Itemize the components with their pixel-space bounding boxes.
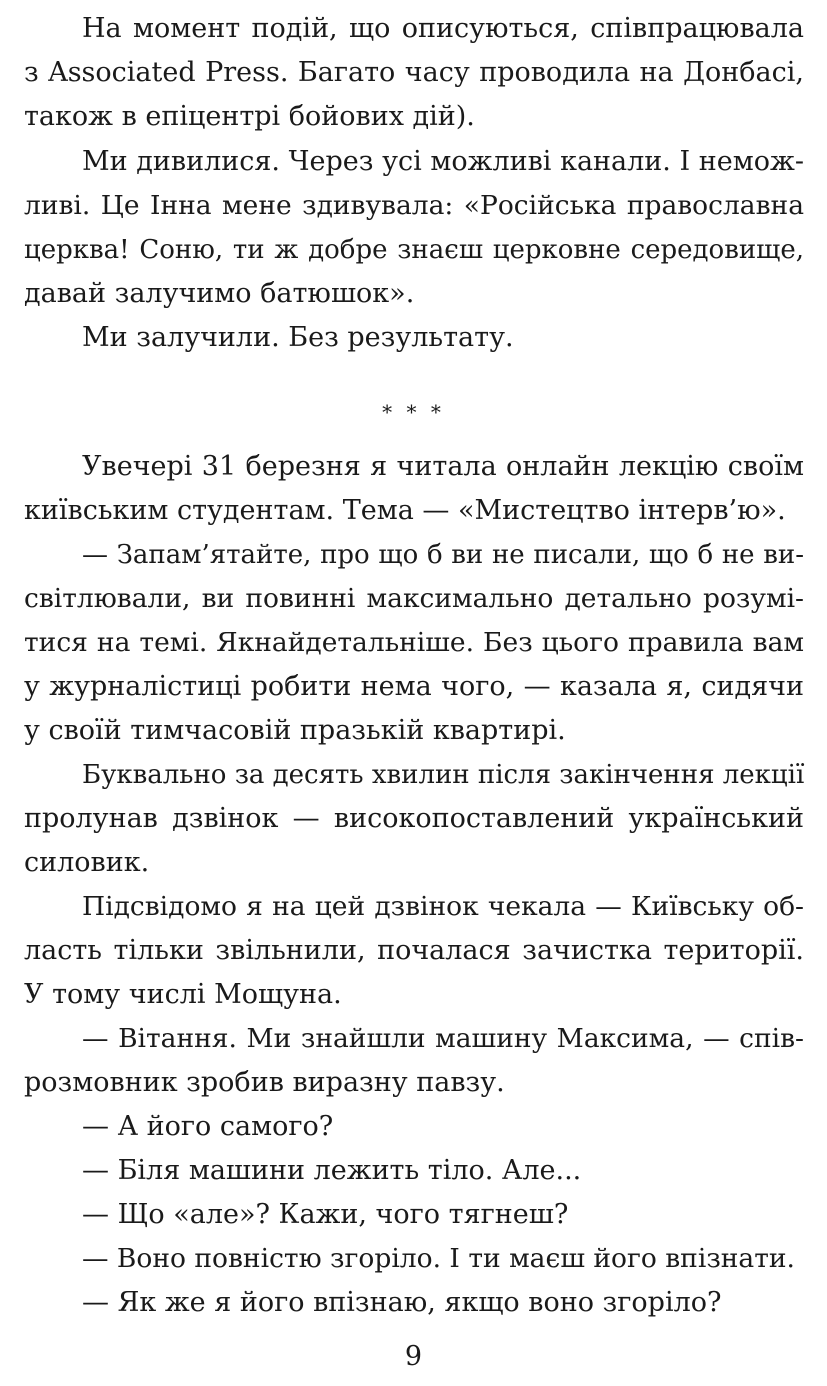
text-line: церква! Соню, ти ж добре знаєш церковне середовище, [24,235,804,265]
text-line: з Associated Press. Багато часу проводила на Донбасі, [24,57,804,88]
text-line: давай залучимо батюшок». [24,278,415,309]
text-line: — Що «але»? Кажи, чого тягнеш? [82,1199,569,1230]
text-line: У тому числі Мощуна. [24,979,342,1010]
text-line: — Біля машини лежить тіло. Але... [82,1155,582,1186]
text-line: тися на темі. Якнайдетальніше. Без цього правила вам [24,627,804,658]
text-line: Підсвідомо я на цей дзвінок чекала — Київську об- [82,891,804,922]
text-line: ливі. Це Інна мене здивувала: «Російська православна [24,190,804,221]
text-line: На момент подій, що описуються, співпрацювала [82,13,804,44]
text-line: світлювали, ви повинні максимально детально розумі- [24,583,804,614]
text-line: Буквально за десять хвилин після закінчення лекції [82,760,805,790]
text-line: у журналістиці робити нема чого, — казала я, сидячи [24,671,804,702]
text-line: Увечері 31 березня я читала онлайн лекцію своїм [82,451,804,482]
text-line: також в епіцентрі бойових дій). [24,101,475,132]
text-line: Ми дивилися. Через усі можливі канали. І немож- [82,146,804,177]
section-separator: * * * [382,400,445,424]
text-line: пролунав дзвінок — високопоставлений український [24,803,804,834]
text-line: силовик. [24,847,150,878]
text-line: — Воно повністю згоріло. І ти маєш його впізнати. [82,1243,795,1274]
text-line: — Вітання. Ми знайшли машину Максима, — спів- [82,1023,804,1054]
text-line: Ми залучили. Без результату. [82,322,514,353]
text-line: розмовник зробив виразну павзу. [24,1067,505,1098]
text-line: у своїй тимчасовій празькій квартирі. [24,715,566,746]
text-line: — Як же я його впізнаю, якщо воно згоріло? [82,1287,722,1318]
text-line: — Запам’ятайте, про що б ви не писали, що б не ви- [82,540,804,570]
text-line: ласть тільки звільнили, почалася зачистка території. [24,935,804,966]
text-line: — А його самого? [82,1111,334,1142]
text-line: київським студентам. Тема — «Мистецтво інтерв’ю». [24,495,786,526]
page-number: 9 [404,1341,423,1372]
